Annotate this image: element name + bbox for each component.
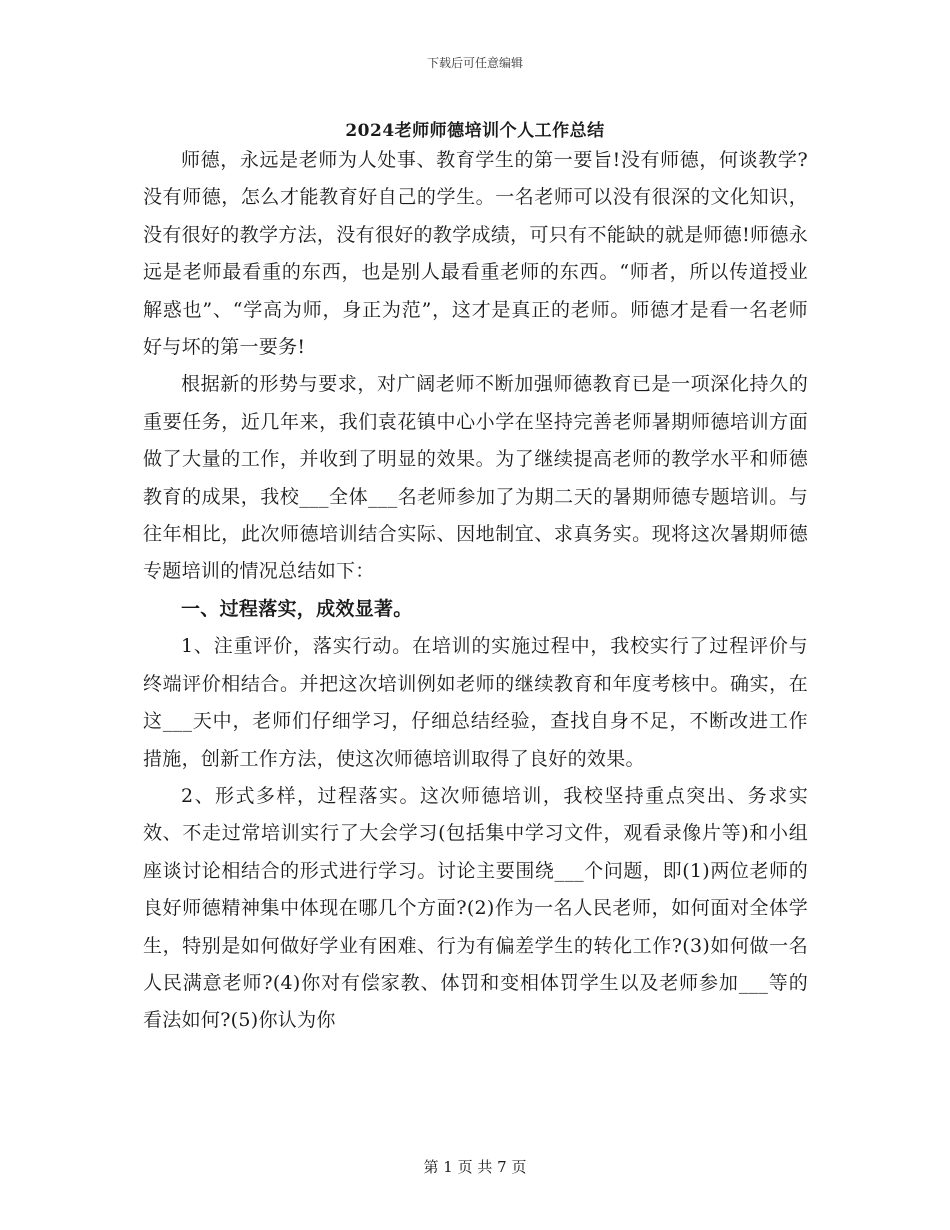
document-body	[143, 142, 808, 1040]
paragraph-item-2: 2、形式多样，过程落实。这次师德培训，我校坚持重点突出、务求实效、不走过常培训实行了大会学习(包括集中学习文件，观看录像片等)和小组座谈讨论相结合的形式进行学习。讨论主要围绕___个问题，即(1)两位老师的良好师德精神集中体现在哪几个方面?(2)作为一名人民老师，如何面对全体学生，特别是如何做好学业有困难、行为有偏差学生的转化工作?(3)如何做一名人民满意老师?(4)你对有偿家教、体罚和变相体罚学生以及老师参加___等的看法如何?(5)你认为你	[143, 784, 808, 1032]
page-header-note: 下载后可任意编辑	[426, 56, 523, 70]
paragraph-background: 根据新的形势与要求，对广阔老师不断加强师德教育已是一项深化持久的重要任务，近几年来，我们袁花镇中心小学在坚持完善老师暑期师德培训方面做了大量的工作，并收到了明显的效果。为了继续提高老师的教学水平和师德教育的成果，我校___全体___名老师参加了为期二天的暑期师德专题培训。与往年相比，此次师德培训结合实际、因地制宜、求真务实。现将这次暑期师德专题培训的情况总结如下：	[143, 373, 808, 583]
document-title: 2024老师师德培训个人工作总结	[345, 121, 605, 141]
page-number: 第 1 页 共 7 页	[423, 1158, 527, 1176]
paragraph-intro: 师德，永远是老师为人处事、教育学生的第一要旨!没有师德，何谈教学?没有师德，怎么才能教育好自己的学生。一名老师可以没有很深的文化知识，没有很好的教学方法，没有很好的教学成绩，可只有不能缺的就是师德!师德永远是老师最看重的东西，也是别人最看重老师的东西。“师者，所以传道授业解惑也”、“学高为师，身正为范”，这才是真正的老师。师德才是看一名老师好与坏的第一要务!	[143, 149, 808, 359]
paragraph-item-1: 1、注重评价，落实行动。在培训的实施过程中，我校实行了过程评价与终端评价相结合。并把这次培训例如老师的继续教育和年度考核中。确实，在这___天中，老师们仔细学习，仔细总结经验，查找自身不足，不断改进工作措施，创新工作方法，使这次师德培训取得了良好的效果。	[143, 635, 808, 770]
section-heading-1: 一、过程落实，成效显著。	[181, 597, 413, 620]
